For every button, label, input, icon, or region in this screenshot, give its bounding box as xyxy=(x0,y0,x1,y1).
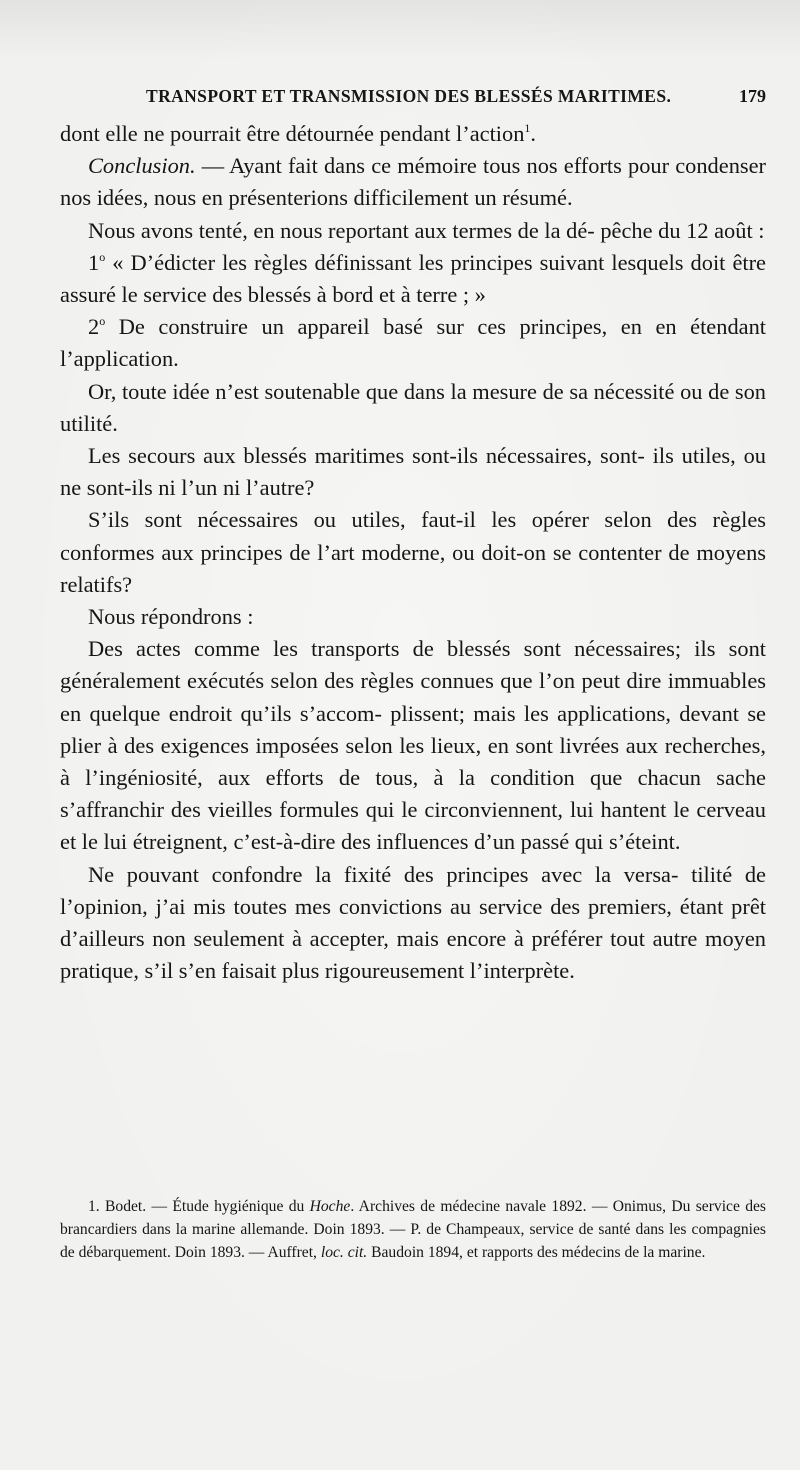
paragraph-conclusion xyxy=(60,150,766,214)
paragraph: S’ils sont nécessaires ou utiles, faut-il les opérer selon des règles conformes aux principes de l’art moderne, ou doit-on se contenter de moyens relatifs? xyxy=(60,507,766,597)
footnote-text: 1. Bodet. — Étude hygiénique du xyxy=(88,1198,310,1215)
paragraph: Les secours aux blessés maritimes sont-ils nécessaires, sont- ils utiles, ou ne sont-ils ni l’un ni l’autre? xyxy=(60,443,766,501)
running-header xyxy=(60,86,770,116)
ordinal-mark: o xyxy=(99,314,106,329)
body-text xyxy=(60,118,766,987)
ordinal-mark: o xyxy=(99,249,106,264)
footnote-loc-cit: loc. cit. xyxy=(320,1243,368,1261)
footnote-text: . Archives de médecine navale 1892. — Onimus, Du service des brancardiers dans la marine allemande. Doin 1893. — P. de Champeaux, service de santé dans les compagnies de débarquement. Doin 1893. — Auffret, xyxy=(60,1198,766,1261)
page-number: 179 xyxy=(739,86,766,106)
paragraph-text: dont elle ne pourrait être détournée pendant l’action xyxy=(60,121,525,146)
paragraph: Nous répondrons : xyxy=(88,604,254,630)
footnotes xyxy=(60,1196,766,1264)
footnote-1 xyxy=(60,1196,766,1264)
item-number: 1 xyxy=(88,249,100,275)
conclusion-label: Conclusion. xyxy=(88,153,196,179)
scan-shading xyxy=(0,0,800,60)
item-number: 2 xyxy=(88,314,100,340)
paragraph-text-end: . xyxy=(530,121,537,146)
paragraph-item-2 xyxy=(60,311,766,375)
paragraph: Or, toute idée n’est soutenable que dans la mesure de sa nécessité ou de son utilité. xyxy=(60,378,766,436)
paragraph: Des actes comme les transports de blessés sont nécessaires; ils sont généralement exécutés selon des règles connues que l’on peut dire immuables en quelque endroit qu’ils s’accom- plissent; mais les applications, devant se plier à des exigences imposées selon les lieux, en sont livrées aux recherches, à l’ingéniosité, aux efforts de tous, à la condition que chacun sache s’affranchir des vieilles formules qui le circonviennent, lui hantent le cerveau et le lui étreignent, c’est-à-dire des influences d’un passé qui s’éteint. xyxy=(60,636,766,855)
paragraph-text: « D’édicter les règles définissant les principes suivant lesquels doit être assuré le service des blessés à bord et à terre ; » xyxy=(60,249,766,308)
footnote-text: Baudoin 1894, et rapports des médecins de la marine. xyxy=(367,1243,706,1261)
paragraph-text: — Ayant fait dans ce mémoire tous nos efforts pour condenser nos idées, nous en présenterions difficilement un résumé. xyxy=(60,153,766,211)
running-title: TRANSPORT ET TRANSMISSION DES BLESSÉS MARITIMES. xyxy=(146,86,672,106)
paragraph-item-1 xyxy=(60,247,766,311)
paragraph-continuation xyxy=(60,118,766,150)
paragraph: Ne pouvant confondre la fixité des principes avec la versa- tilité de l’opinion, j’ai mis toutes mes convictions au service des premiers, étant prêt d’ailleurs non seulement à accepter, mais encore à préférer tout autre moyen pratique, s’il s’en faisait plus rigoureusement l’interprète. xyxy=(60,861,766,984)
paragraph: Nous avons tenté, en nous reportant aux termes de la dé- pêche du 12 août : xyxy=(88,217,765,243)
footnote-reference: 1 xyxy=(524,121,531,135)
footnote-ship-name: Hoche xyxy=(309,1198,351,1215)
paragraph-text: De construire un appareil basé sur ces principes, en en étendant l’application. xyxy=(60,314,766,372)
